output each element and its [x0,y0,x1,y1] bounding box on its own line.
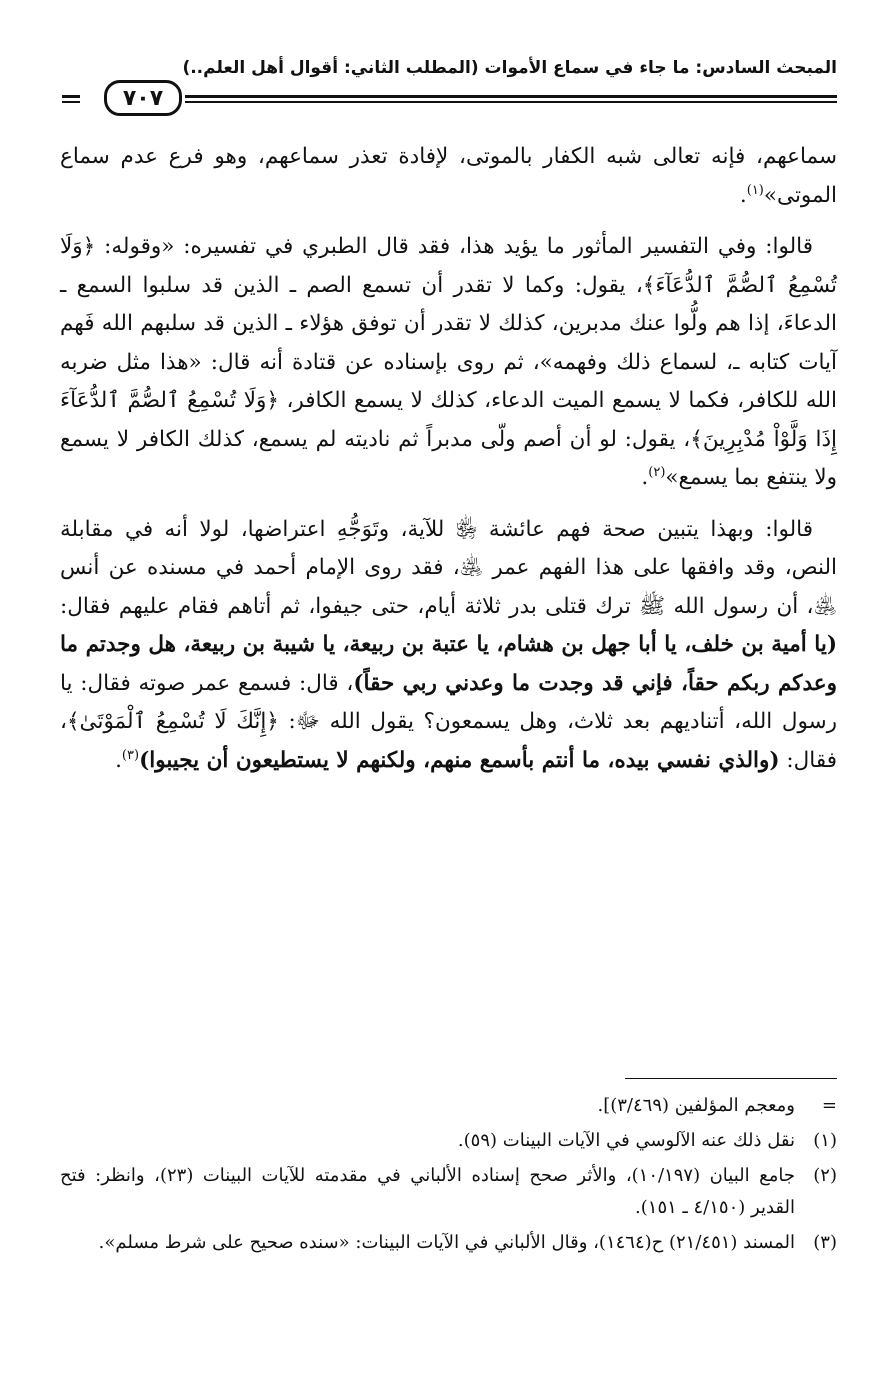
footnote-separator [625,1078,837,1079]
hadith-quote: (يا أمية بن خلف، يا أبا جهل بن هشام، يا عتبة بن ربيعة، يا شيبة بن ربيعة، هل وجدتم ما وعدكم ربكم حقاً، فإني قد وجدت ما وعدني ربي حقاً) [60,632,837,696]
footnote-reference[interactable]: (٢) [648,464,666,480]
quran-verse: ﴿إِنَّكَ لَا تُسْمِعُ ٱلْمَوْتَىٰ﴾ [66,709,279,734]
paragraph-text: سماعهم، فإنه تعالى شبه الكفار بالموتى، لإفادة تعذر سماعهم، وهو فرع عدم سماع الموتى» [60,144,837,208]
header-rule [62,101,80,103]
header-rule [62,95,80,98]
footnote-item [60,1090,837,1122]
header-rule [185,101,837,103]
header-rule [185,95,837,98]
paragraph-text: ، يقول: وكما لا تقدر أن تسمع الصم ـ الذين قد سلبوا السمع ـ الدعاءَ، إذا هم ولُّوا عنك مدبرين، كذلك لا تقدر أن توفق هؤلاء ـ الذين قد سلبهم الله فَهم آيات كتابه ـ، لسماع ذلك وفهمه»، ثم روى بإسناده عن قتادة أنه قال: «هذا مثل ضربه الله للكافر، فكما لا يسمع الميت الدعاء، كذلك لا يسمع الكافر، [60,272,837,413]
footnote-number: (١) [813,1130,837,1151]
footnote-item [60,1160,837,1224]
footnote-number: = [821,1095,837,1116]
paragraph-3 [60,511,837,781]
footnote-reference[interactable]: (١) [746,182,764,198]
footnotes [60,1090,837,1262]
footnote-number: (٢) [813,1165,837,1186]
hadith-quote: (والذي نفسي بيده، ما أنتم بأسمع منهم، ولكنهم لا يستطيعون أن يجيبوا) [139,747,780,773]
footnote-number: (٣) [813,1232,837,1253]
paragraph-end: . [739,182,747,208]
paragraph-text: ، فقال: [60,709,837,773]
paragraph-text: ، قال: فسمع عمر صوته فقال: يا رسول الله، أتناديهم بعد ثلاث، وهل يسمعون؟ يقول الله ﷻ: [60,670,837,734]
footnote-text: جامع البيان (١٠/١٩٧)، والأثر صحح إسناده الألباني في مقدمته للآيات البينات (٢٣)، وانظر: فتح القدير (٤/١٥٠ ـ ١٥١). [60,1165,795,1218]
paragraph-end: . [641,465,649,490]
running-header-title: المبحث السادس: ما جاء في سماع الأموات (المطلب الثاني: أقوال أهل العلم..) [182,58,837,78]
footnote-item [60,1227,837,1259]
footnote-item [60,1125,837,1157]
quran-verse: ﴿وَلَا تُسْمِعُ ٱلصُّمَّ ٱلدُّعَآءَ﴾ [60,234,837,298]
paragraph-text: ، يقول: لو أن أصم ولّى مدبراً ثم ناديته لم يسمع، كذلك الكافر لا يسمع ولا ينتفع بما يسمع» [60,426,837,490]
footnote-text: المسند (٢١/٤٥١) ح(١٤٦٤)، وقال الألباني في الآيات البينات: «سنده صحيح على شرط مسلم». [98,1232,795,1253]
paragraph-2 [60,228,837,498]
quran-verse: ﴿وَلَا تُسْمِعُ ٱلصُّمَّ ٱلدُّعَآءَ إِذَا وَلَّوْاْ مُدْبِرِينَ﴾ [60,388,837,452]
page-number: ٧٠٧ [104,80,182,116]
main-text [60,138,837,780]
paragraph-end: . [115,747,122,773]
footnote-text: نقل ذلك عنه الآلوسي في الآيات البينات (٥٩). [457,1130,795,1151]
paragraph-text: قالوا: وبهذا يتبين صحة فهم عائشة ﵂ للآية، وتَوَجُّهِ اعتراضها، لولا أنه في مقابلة النص، وقد وافقها على هذا الفهم عمر ﵁، فقد روى الإمام أحمد في مسنده عن أنس ﵁، أن رسول الله ﷺ ترك قتلى بدر ثلاثة أيام، حتى جيفوا، ثم أتاهم فقام عليهم فقال: [60,516,837,619]
paragraph-text: قالوا: وفي التفسير المأثور ما يؤيد هذا، فقد قال الطبري في تفسيره: «وقوله: [95,234,813,259]
footnote-text: ومعجم المؤلفين (٣/٤٦٩)]. [597,1095,795,1116]
paragraph-1 [60,138,837,215]
footnote-reference[interactable]: (٣) [121,747,140,763]
